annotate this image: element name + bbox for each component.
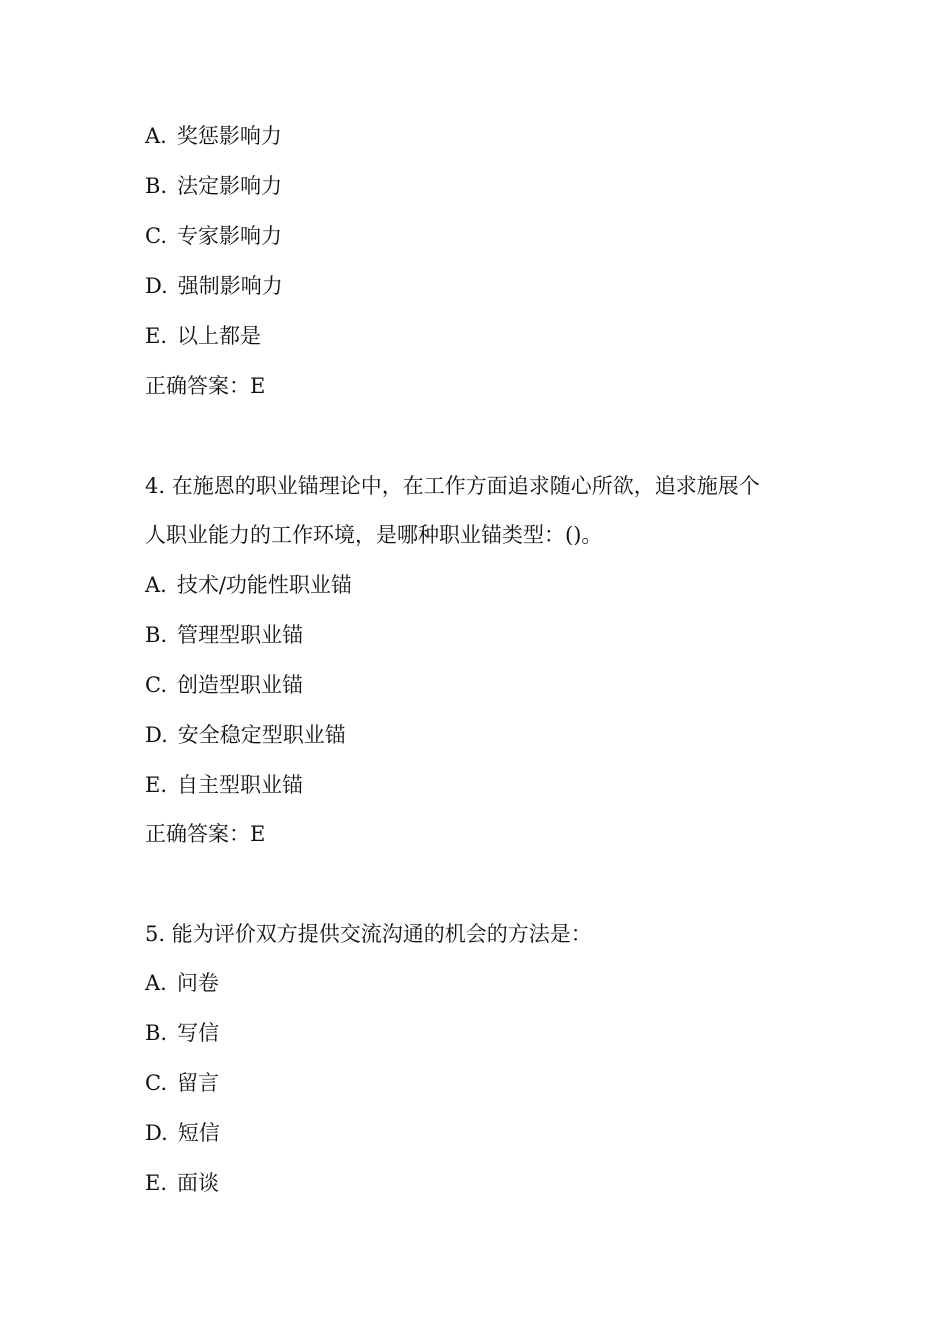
option-letter: B. xyxy=(145,1021,168,1045)
option-letter: E. xyxy=(145,324,168,348)
option-text: 面谈 xyxy=(177,1171,220,1195)
q4-option-e xyxy=(145,772,303,798)
option-text: 留言 xyxy=(177,1071,219,1095)
q4-option-c xyxy=(145,672,303,698)
q5-option-d xyxy=(145,1120,220,1146)
q3-option-b xyxy=(145,173,282,199)
option-text: 专家影响力 xyxy=(177,224,282,248)
q5-option-a xyxy=(145,970,219,996)
option-letter: D. xyxy=(145,1121,168,1145)
option-letter: C. xyxy=(145,224,167,248)
option-text: 强制影响力 xyxy=(177,274,283,298)
option-letter: C. xyxy=(145,1071,167,1095)
option-text: 问卷 xyxy=(176,971,219,995)
q3-answer: 正确答案：E xyxy=(145,374,266,398)
q3-option-a xyxy=(145,123,282,149)
option-letter: E. xyxy=(145,773,168,797)
q3-option-c xyxy=(145,223,282,249)
option-text: 写信 xyxy=(177,1021,220,1045)
option-letter: B. xyxy=(145,623,168,647)
option-text: 安全稳定型职业锚 xyxy=(177,723,346,747)
q4-option-b xyxy=(145,622,303,648)
option-text: 管理型职业锚 xyxy=(177,623,304,647)
q5-option-e xyxy=(145,1170,219,1196)
q3-option-d xyxy=(145,273,283,299)
q4-option-d xyxy=(145,722,346,748)
option-letter: B. xyxy=(145,174,168,198)
q4-option-a xyxy=(145,572,352,598)
option-letter: D. xyxy=(145,274,168,298)
option-letter: A. xyxy=(145,971,167,995)
option-letter: A. xyxy=(145,124,167,148)
option-text: 以上都是 xyxy=(177,324,262,348)
q5-option-c xyxy=(145,1070,219,1096)
option-text: 自主型职业锚 xyxy=(177,773,304,797)
option-letter: D. xyxy=(145,723,168,747)
q5-question: 5. 能为评价双方提供交流沟通的机会的方法是： xyxy=(145,922,592,946)
option-text: 奖惩影响力 xyxy=(176,124,282,148)
q4-question-line2: 人职业能力的工作环境，是哪种职业锚类型：()。 xyxy=(145,523,603,547)
option-letter: A. xyxy=(145,573,167,597)
option-text: 技术/功能性职业锚 xyxy=(176,573,352,597)
q4-answer: 正确答案：E xyxy=(145,822,266,846)
option-text: 法定影响力 xyxy=(177,174,283,198)
q5-option-b xyxy=(145,1020,219,1046)
q4-question-line1: 4. 在施恩的职业锚理论中，在工作方面追求随心所欲，追求施展个 xyxy=(145,474,760,498)
option-text: 创造型职业锚 xyxy=(177,673,303,697)
option-letter: E. xyxy=(145,1171,168,1195)
option-text: 短信 xyxy=(177,1121,220,1145)
option-letter: C. xyxy=(145,673,167,697)
q3-option-e xyxy=(145,323,261,349)
